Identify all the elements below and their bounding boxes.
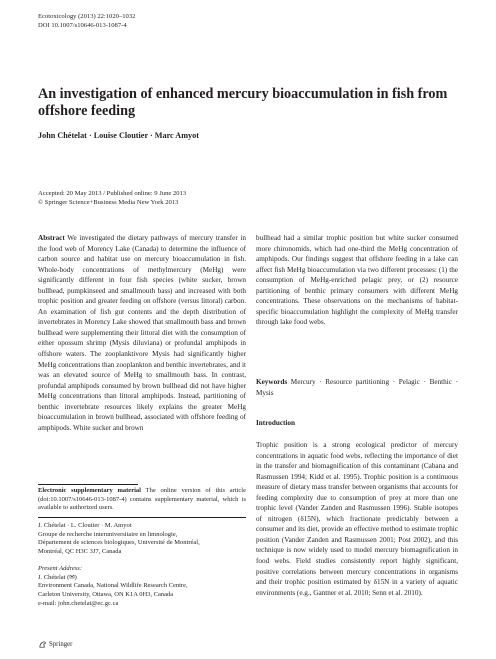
affiliation-names: J. Chételat · L. Cloutier · M. Amyot [38, 522, 132, 529]
publication-dates [38, 190, 186, 207]
email[interactable]: e-mail: john.chetelat@ec.gc.ca [38, 599, 119, 607]
esm-text: The online version of this article (doi:10.1007/s10646-013-1087-4) contains supplementary material, which is available to authorized users. [38, 487, 246, 512]
abstract-text-part2: bullhead had a similar trophic position but white sucker consumed more chironomids, which had one-third the MeHg concentration of amphipods. Our findings suggest that offshore feeding in a lake can affect fish MeHg bioaccumulation via two different processes: (1) the consumption of MeHg-enriched pelagic prey, or (2) resource partitioning of benthic primary consumers with different MeHg concentrations. These observations on the mechanisms of habitat-specific bioaccumulation highlight the complexity of MeHg transfer through lake food webs. [256, 234, 458, 327]
abstract-label: Abstract [38, 234, 65, 242]
publisher-name: Springer [49, 641, 73, 648]
affiliation-line: Montréal, QC H3C 3J7, Canada [38, 548, 122, 556]
copyright: © Springer Science+Business Media New York 2013 [38, 198, 179, 206]
doi: DOI 10.1007/s10646-013-1087-4 [38, 21, 127, 29]
present-address-line: Environment Canada, National Wildlife Research Centre, [38, 582, 188, 590]
footnote-rule [38, 484, 138, 485]
keywords-label: Keywords [256, 378, 288, 386]
present-address-line: Carleton University, Ottawa, ON K1A 0H3, Canada [38, 590, 174, 598]
affiliation-block [38, 522, 246, 608]
affiliation-line: Département de sciences biologiques, Université de Montréal, [38, 539, 200, 547]
journal-header [38, 13, 135, 30]
affiliation-rule [38, 517, 246, 518]
affiliation-line: Groupe de recherche interuniversitaire en limnologie, [38, 530, 178, 538]
journal-citation: Ecotoxicology (2013) 22:1020–1032 [38, 13, 136, 20]
introduction-text: Trophic position is a strong ecological predictor of mercury concentrations in aquatic food webs, reflecting the importance of diet in the transfer and biomagnification of this contaminant (Cabana and Rasmussen 1994; Kidd et al. 1995). Trophic position is a continuous measure of dietary mass transfer between organisms that accounts for feeding complexity due to consumption of prey at more than one trophic level (Vander Zanden and Rasmussen 1996). Stable isotopes of nitrogen (δ15N), which fractionate predictably between a consumer and its diet, provide an effective method to estimate trophic position (Vander Zanden and Rasmussen 2001; Post 2002), and this technique is now widely used to model mercury biomagnification in food webs. Field studies consistently report highly significant, positive correlations between mercury concentrations in organisms and their trophic position estimated by δ15N in a variety of aquatic environments (e.g., Gantner et al. 2010; Senn et al. 2010). [256, 441, 458, 597]
abstract [38, 233, 246, 476]
publisher-logo [38, 640, 72, 649]
keywords-text: Mercury · Resource partitioning · Pelagic · Benthic · Mysis [256, 378, 458, 397]
present-address-name: J. Chételat (✉) [38, 573, 77, 581]
springer-horse-icon [38, 640, 47, 649]
abstract-continued [256, 233, 458, 361]
accepted-date: Accepted: 20 May 2013 / Published online: 9 June 2013 [38, 190, 187, 197]
esm-note [38, 487, 246, 513]
abstract-text-part1: We investigated the dietary pathways of mercury transfer in the food web of Morency Lake (Canada) to determine the influence of carbon source and habitat use on mercury bioaccumulation in fish. Whole-body concentrations of methylmercury (MeHg) were significantly different in four fish species (white sucker, brown bullhead, pumpkinseed and smallmouth bass) and increased with both trophic position and greater feeding on offshore (versus littoral) carbon. An examination of fish gut contents and the depth distribution of invertebrates in Morency Lake showed that smallmouth bass and brown bullhead were supplementing their littoral diet with the consumption of either opossum shrimp (Mysis diluviana) or profundal amphipods in offshore waters. The zooplanktivore Mysis had significantly higher MeHg concentrations than zooplankton and benthic invertebrates, and it was an elevated source of MeHg to smallmouth bass. In contrast, profundal amphipods consumed by brown bullhead did not have higher MeHg concentrations than littoral amphipods. Instead, partitioning of benthic invertebrate resources likely explains the greater MeHg bioaccumulation in brown bullhead, associated with offshore feeding of amphipods. White sucker and brown [38, 234, 246, 432]
keywords [256, 377, 458, 398]
present-address-label: Present Address: [38, 564, 82, 572]
esm-label: Electronic supplementary material [38, 487, 141, 494]
article-title: An investigation of enhanced mercury bioaccumulation in fish from offshore feeding [38, 86, 448, 119]
introduction-heading: Introduction [256, 419, 296, 427]
authors: John Chételat · Louise Cloutier · Marc Amyot [38, 131, 199, 140]
